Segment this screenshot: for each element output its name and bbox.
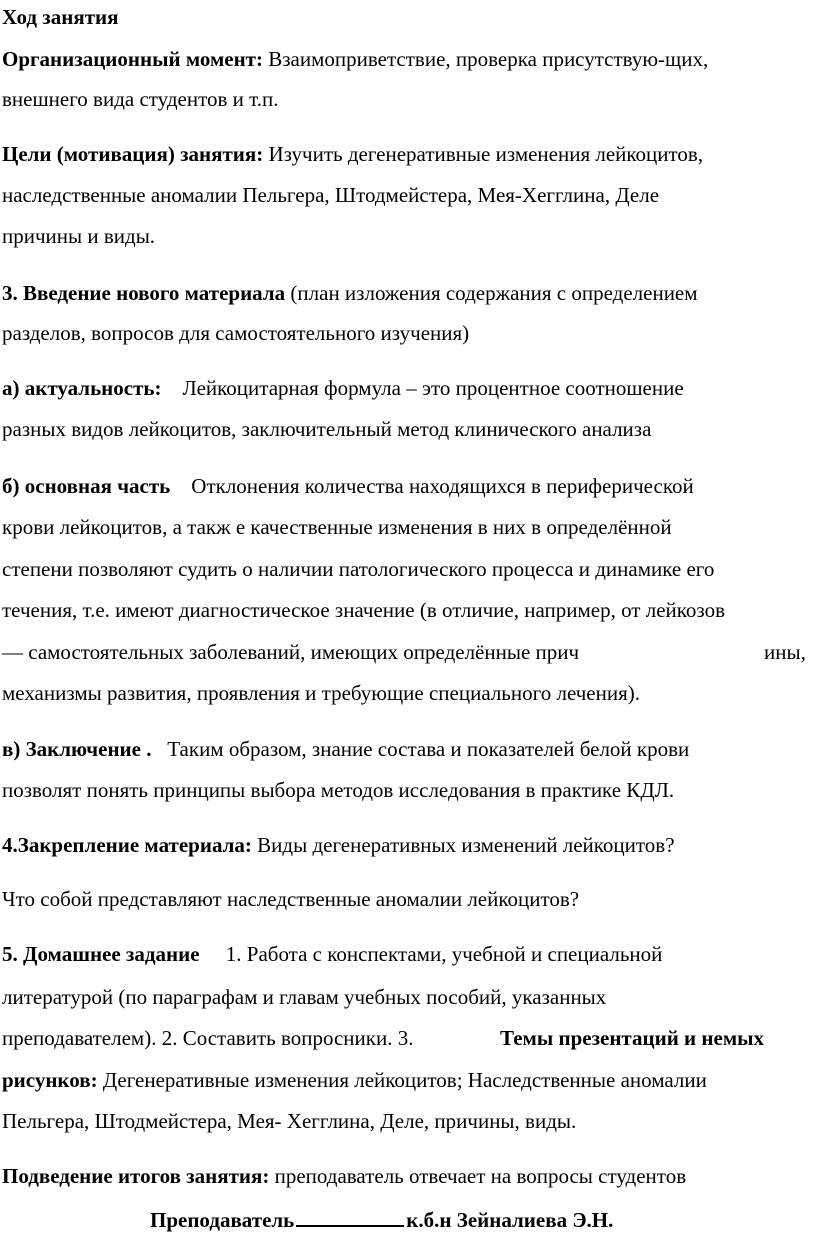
summary-line (2, 1163, 686, 1189)
lesson-title: Ход занятия (2, 5, 119, 29)
intro-text: (план изложения содержания с определением (290, 281, 698, 305)
summary-text: преподаватель отвечает на вопросы студентов (274, 1164, 687, 1188)
reinforcement-line-1 (2, 832, 675, 858)
homework-label: 5. Домашнее задание (2, 942, 200, 966)
summary-label: Подведение итогов занятия: (2, 1164, 270, 1188)
main-part-line-3: степени позволяют судить о наличии патологического процесса и динамике его (2, 557, 715, 581)
org-moment-line-2: внешнего вида студентов и т.п. (2, 87, 279, 111)
homework-text: 1. Работа с конспектами, учебной и специальной (225, 942, 663, 966)
main-part-line-2: крови лейкоцитов, а такж е качественные изменения в них в определённой (2, 515, 672, 539)
homework-line-2: литературой (по параграфам и главам учебных пособий, указанных (2, 985, 607, 1009)
main-part-line-6: механизмы развития, проявления и требующие специального лечения). (2, 681, 640, 705)
goals-text: Изучить дегенеративные изменения лейкоцитов, (268, 142, 704, 166)
main-part-line-4: течения, т.е. имеют диагностическое значение (в отличие, например, от лейкозов (2, 598, 725, 622)
main-part-label: б) основная часть (2, 474, 171, 498)
relevance-line-1 (2, 375, 684, 401)
main-part-text: Отклонения количества находящихся в периферической (191, 474, 694, 498)
relevance-line-2: разных видов лейкоцитов, заключительный метод клинического анализа (2, 417, 652, 441)
relevance-text: Лейкоцитарная формула – это процентное соотношение (182, 376, 684, 400)
teacher-name: к.б.н Зейналиева Э.Н. (406, 1208, 614, 1232)
reinforcement-label: 4.Закрепление материала: (2, 833, 252, 857)
homework-line-3-bold: Темы презентаций и немых (500, 1026, 765, 1050)
goals-line-3: причины и виды. (2, 224, 156, 248)
signature-blank (296, 1207, 404, 1227)
homework-line-3: преподавателем). 2. Составить вопросники. 3. (2, 1026, 414, 1050)
intro-line-2: разделов, вопросов для самостоятельного изучения) (2, 321, 470, 345)
homework-line-5: Пельгера, Штодмейстера, Мея- Хегглина, Деле, причины, виды. (2, 1109, 577, 1133)
teacher-label: Преподаватель (150, 1208, 295, 1232)
homework-line-4: рисунков: Дегенеративные изменения лейкоцитов; Наследственные аномалии (2, 1068, 707, 1092)
reinforcement-line-2: Что собой представляют наследственные аномалии лейкоцитов? (2, 887, 580, 911)
intro-label: 3. Введение нового материала (2, 281, 286, 305)
conclusion-line-2: позволят понять принципы выбора методов исследования в практике КДЛ. (2, 778, 675, 802)
homework-line-1 (2, 941, 662, 967)
reinforcement-text: Виды дегенеративных изменений лейкоцитов? (257, 833, 675, 857)
goals-label: Цели (мотивация) занятия: (2, 142, 264, 166)
main-part-line-1 (2, 473, 694, 499)
relevance-label: а) актуальность: (2, 376, 162, 400)
conclusion-line-1 (2, 736, 689, 762)
main-part-line-5-end: ины, (764, 640, 806, 664)
org-moment-label: Организационный момент: (2, 47, 263, 71)
conclusion-label: в) Заключение . (2, 737, 152, 761)
org-moment-line-1 (2, 46, 708, 72)
org-moment-text: Взаимоприветствие, проверка присутствую-щих, (268, 47, 709, 71)
teacher-signature-line (150, 1207, 613, 1233)
main-part-line-5: — самостоятельных заболеваний, имеющих определённые прич (2, 640, 580, 664)
conclusion-text: Таким образом, знание состава и показателей белой крови (167, 737, 690, 761)
intro-line-1 (2, 280, 698, 306)
goals-line-1 (2, 141, 703, 167)
goals-line-2: наследственные аномалии Пельгера, Штодмейстера, Мея-Хегглина, Деле (2, 183, 660, 207)
